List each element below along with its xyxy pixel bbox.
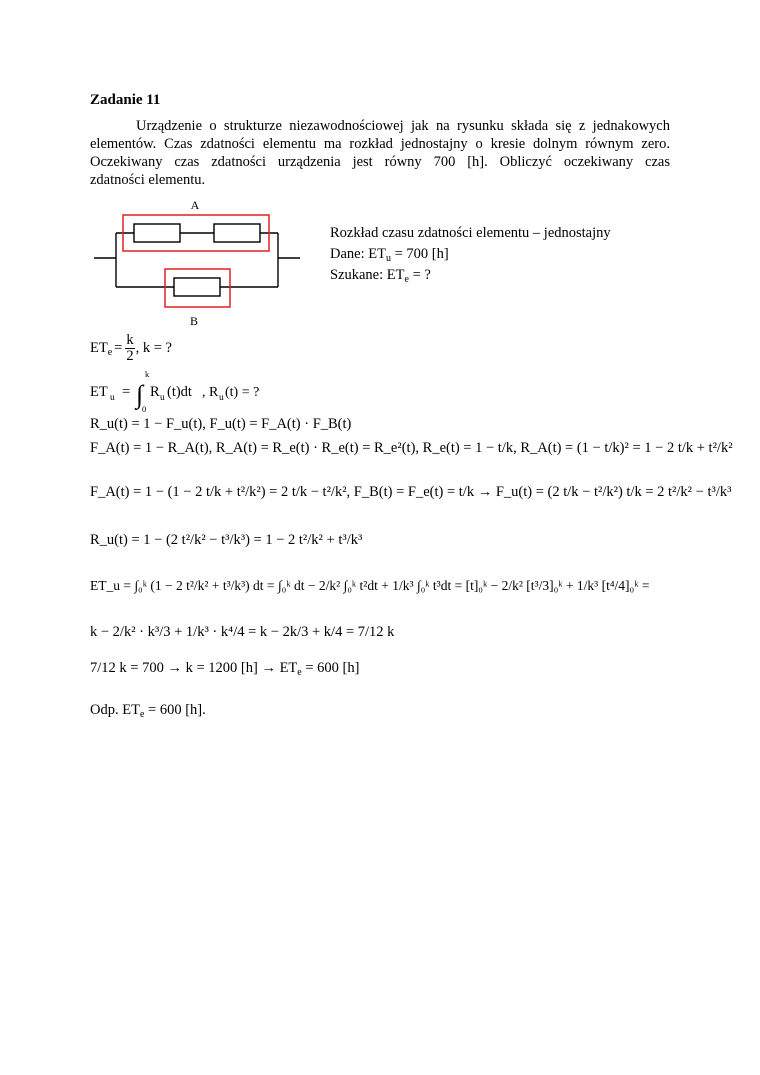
element-b [174,278,220,296]
equation-3: R_u(t) = 1 − F_u(t), F_u(t) = F_A(t) · F_B(t) [90,416,352,432]
element-a2 [214,224,260,242]
svg-text:(t)dt: (t)dt [167,384,192,400]
task-description [90,117,670,189]
svg-text:=: = [122,384,131,400]
equation-1: $ET_e$ = $\frac{k}{2}$ , k = ? [90,332,172,364]
description-line: Oczekiwany czas zdatności urządzenia jest równy 700 [h]. Obliczyć oczekiwany czas [90,154,670,170]
equation-2 [90,368,370,414]
svg-text:∫: ∫ [136,380,144,409]
description-line: elementów. Czas zdatności elementu ma rozkład jednostajny o kresie dolnym równym zero. [90,136,670,152]
info-given: Dane: $ET_u = 700$ [h] [330,246,449,264]
label-b: B [189,314,199,328]
task-title: Zadanie 11 [90,92,161,108]
element-a1 [134,224,180,242]
equation-7: ET_u = ∫₀ᵏ (1 − 2 t²/k² + t³/k³) dt = ∫₀ᵏ dt − 2/k² ∫₀ᵏ t²dt + 1/k³ ∫₀ᵏ t³dt = [t]₀ᵏ − 2/k² [t³/3]₀ᵏ + 1/k³ [t⁴/4]₀ᵏ = [90,578,650,593]
equation-5: F_A(t) = 1 − (1 − 2 t/k + t²/k²) = 2 t/k − t²/k², F_B(t) = F_e(t) = t/k → F_u(t) = (2 t/k − t²/k²) t/k = 2 t²/k² − t³/k³ [90,484,732,500]
info-distribution: Rozkład czasu zdatności elementu – jednostajny [330,225,611,241]
svg-text:ET: ET [90,384,108,400]
answer: Odp. $ET_e = 600$ [h]. [90,702,206,720]
svg-text:u: u [110,393,115,403]
svg-text:0: 0 [142,404,147,414]
equation-4: F_A(t) = 1 − R_A(t), R_A(t) = R_e(t) · R_e(t) = R_e²(t), R_e(t) = 1 − t/k, R_A(t) = (1 − t/k)² = 1 − 2 t/k + t²/k² [90,440,733,456]
svg-text:u: u [160,393,165,403]
equation-6: R_u(t) = 1 − (2 t²/k² − t³/k³) = 1 − 2 t²/k² + t³/k³ [90,532,363,548]
svg-text:u: u [219,393,224,403]
svg-text:R: R [150,384,160,400]
arrow-right-icon: → [167,660,182,676]
arrow-right-icon: → [261,660,276,676]
svg-text:, R: , R [202,385,219,400]
label-a: A [190,198,200,212]
equation-9: 7/12 k = 700 → k = 1200 $[h] \to ET_e = 600$ [h] [90,660,360,678]
equation-8: k − 2/k² · k³/3 + 1/k³ · k⁴/4 = k − 2k/3 + k/4 = 7/12 k [90,624,395,640]
description-line: Urządzenie o strukturze niezawodnościowej jak na rysunku składa się z jednakowych [136,118,670,134]
info-sought: Szukane: $ET_e$ = ? [330,267,431,285]
svg-text:k: k [145,369,150,379]
svg-text:(t) = ?: (t) = ? [225,385,260,400]
reliability-diagram [94,195,304,330]
description-line: zdatności elementu. [90,172,206,188]
